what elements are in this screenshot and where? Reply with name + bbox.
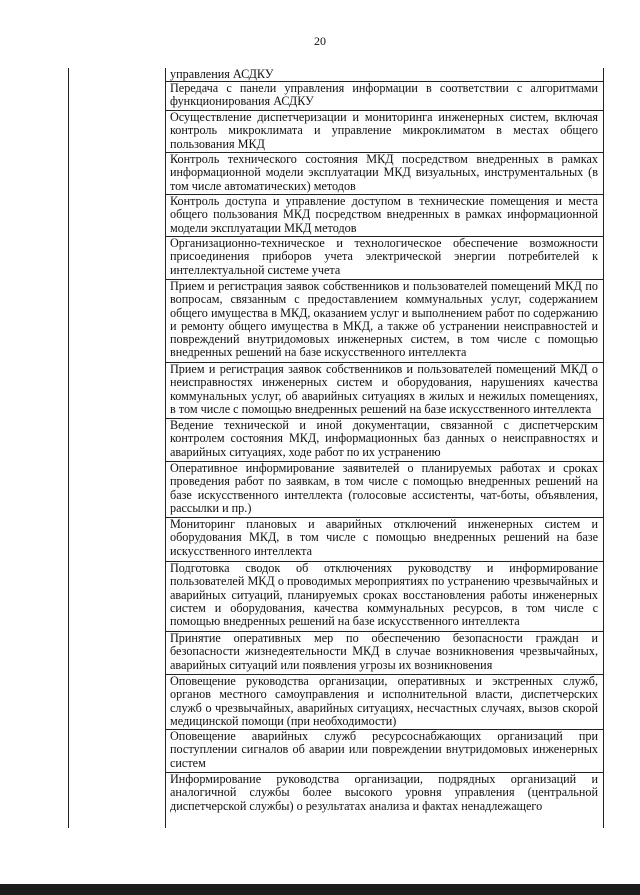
right-column — [166, 68, 603, 823]
table-row: Принятие оперативных мер по обеспечению безопасности граждан и безопасности жизнедеятельности МКД в случае возникновения чрезвычайных, аварийных ситуаций или появления угрозы их возникновения — [166, 632, 603, 675]
table-row: Оповещение руководства организации, оперативных и экстренных служб, органов местного самоуправления и исполнительной власти, диспетчерских служб о чрезвычайных, аварийных ситуациях, несчастных случаях, вызов скорой медицинской помощи (при необходимости) — [166, 675, 603, 730]
table-row: Организационно-техническое и технологическое обеспечение возможности присоединения приборов учета электрической энергии потребителей к интеллектуальной системе учета — [166, 237, 603, 280]
table-row: Оперативное информирование заявителей о планируемых работах и сроках проведения работ по заявкам, в том числе с помощью внедренных решений на базе искусственного интеллекта (голосовые ассистенты, чат-боты, объявления, рассылки и пр.) — [166, 462, 603, 518]
left-column-cell — [69, 68, 166, 828]
table-row: Контроль технического состояния МКД посредством внедренных в рамках информационной модели эксплуатации МКД визуальных, инструментальных (в том числе автоматических) методов — [166, 153, 603, 195]
table-row: Прием и регистрация заявок собственников и пользователей помещений МКД о неисправностях инженерных систем и оборудования, нарушениях качества коммунальных услуг, об аварийных ситуациях в жилых и нежилых помещениях, в том числе с помощью внедренных решений на базе искусственного интеллекта — [166, 363, 603, 419]
table-row: Прием и регистрация заявок собственников и пользователей помещений МКД по вопросам, связанным с предоставлением коммунальных услуг, содержанием общего имущества в МКД, оказанием услуг и выполнением работ по содержанию и ремонту общего имущества в МКД, а также об устранении неисправностей и повреждений внутридомовых инженерных систем, в том числе с помощью внедренных решений на базе искусственного интеллекта — [166, 280, 603, 363]
scan-border — [0, 884, 640, 895]
table-row: Осуществление диспетчеризации и мониторинга инженерных систем, включая контроль микроклимата и управление микроклиматом в местах общего пользования МКД — [166, 111, 603, 153]
table-row: управления АСДКУ — [166, 68, 603, 82]
duties-table — [68, 68, 604, 828]
table-row: Информирование руководства организации, подрядных организаций и аналогичной службы более высокого уровня управления (центральной диспетчерской службы) о результатах анализа и фактах ненадлежащего — [170, 773, 598, 813]
table-row: Контроль доступа и управление доступом в технические помещения и места общего пользования МКД посредством внедренных в рамках информационной модели эксплуатации МКД методов — [166, 195, 603, 237]
table-row: Мониторинг плановых и аварийных отключений инженерных систем и оборудования МКД, в том числе с помощью внедренных решений на базе искусственного интеллекта — [166, 518, 603, 562]
table-row: Подготовка сводок об отключениях руководству и информирование пользователей МКД о проводимых мероприятиях по устранению чрезвычайных и аварийных ситуаций, планируемых сроках восстановления работы инженерных систем и оборудования, качества коммунальных ресурсов, в том числе с помощью внедренных решений на базе искусственного интеллекта — [166, 562, 603, 632]
table-row: Оповещение аварийных служб ресурсоснабжающих организаций при поступлении сигналов об аварии или повреждении внутридомовых инженерных систем — [166, 730, 603, 773]
page-number: 20 — [314, 34, 326, 48]
table-row: Передача с панели управления информации в соответствии с алгоритмами функционирования АСДКУ — [166, 82, 603, 111]
table-row: Ведение технической и иной документации, связанной с диспетчерским контролем состояния МКД, информационных баз данных о неисправностях и аварийных ситуациях, ходе работ по их устранению — [166, 419, 603, 462]
